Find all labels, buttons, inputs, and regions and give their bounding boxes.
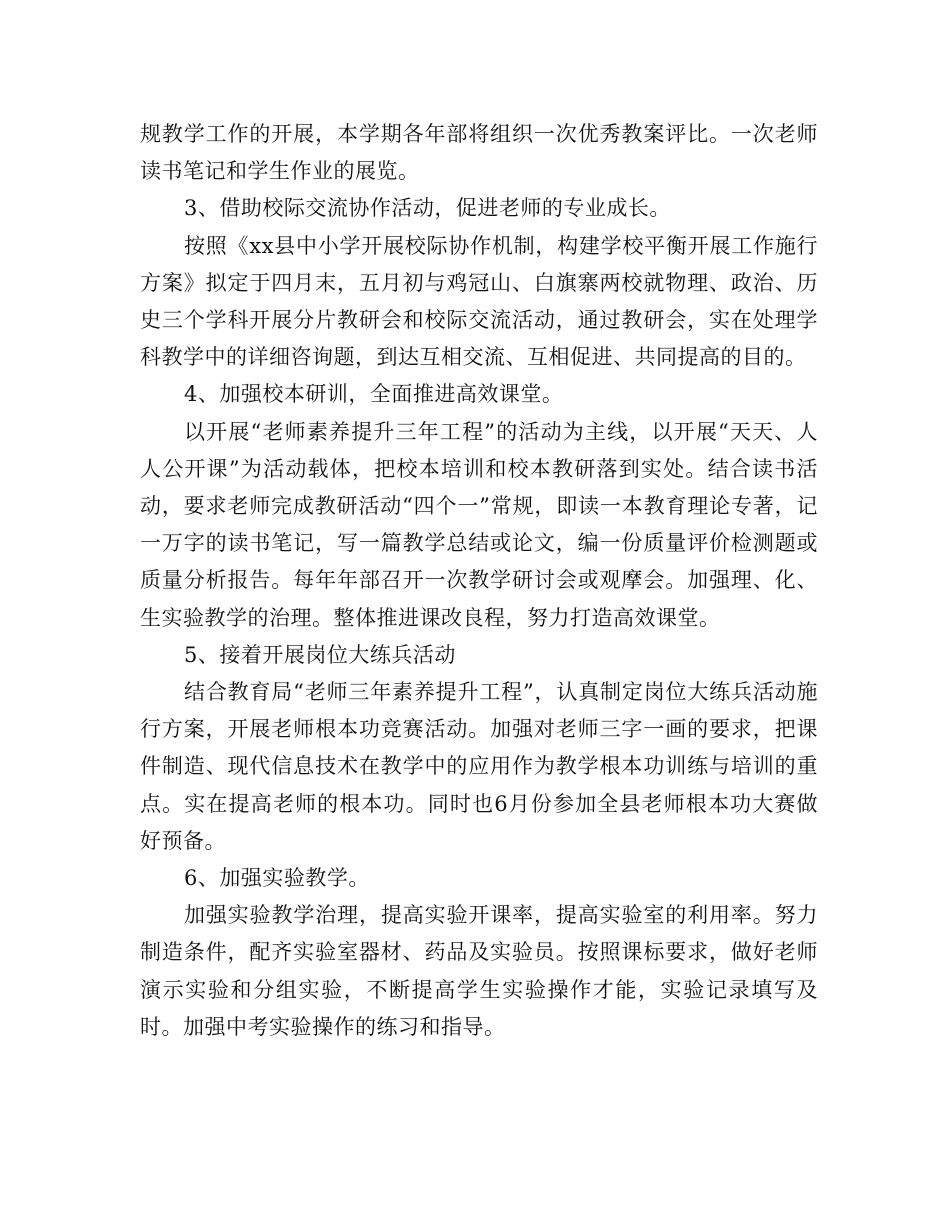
paragraph-section-5: 结合教育局“老师三年素养提升工程”，认真制定岗位大练兵活动施行方案，开展老师根本功竞赛活动。加强对老师三字一画的要求，把课件制造、现代信息技术在教学中的应用作为教学根本功训练与培训的重点。实在提高老师的根本功。同时也6月份参加全县老师根本功大赛做好预备。 — [140, 680, 818, 853]
paragraph-continuation: 规教学工作的开展，本学期各年部将组织一次优秀教案评比。一次老师读书笔记和学生作业的展览。 — [140, 122, 818, 184]
section-heading-6: 6、加强实验教学。 — [184, 866, 370, 891]
section-heading-5: 5、接着开展岗位大练兵活动 — [184, 642, 456, 667]
paragraph-section-3: 按照《xx县中小学开展校际协作机制，构建学校平衡开展工作施行方案》拟定于四月末，五月初与鸡冠山、白旗寨两校就物理、政治、历史三个学科开展分片教研会和校际交流活动，通过教研会，实在处理学科教学中的详细咨询题，到达互相交流、互相促进、共同提高的目的。 — [140, 233, 818, 370]
document-body — [140, 116, 818, 1046]
section-heading-3: 3、借助校际交流协作活动，促进老师的专业成长。 — [184, 196, 671, 221]
paragraph-section-4: 以开展“老师素养提升三年工程”的活动为主线，以开展“天天、人人公开课”为活动载体，把校本培训和校本教研落到实处。结合读书活动，要求老师完成教研活动“四个一”常规，即读一本教育理论专著，记一万字的读书笔记，写一篇教学总结或论文，编一份质量评价检测题或质量分析报告。每年年部召开一次教学研讨会或观摩会。加强理、化、生实验教学的治理。整体推进课改良程，努力打造高效课堂。 — [140, 419, 818, 630]
paragraph-section-6: 加强实验教学治理，提高实验开课率，提高实验室的利用率。努力制造条件，配齐实验室器材、药品及实验员。按照课标要求，做好老师演示实验和分组实验，不断提高学生实验操作才能，实验记录填写及时。加强中考实验操作的练习和指导。 — [140, 903, 818, 1039]
section-heading-4: 4、加强校本研训，全面推进高效课堂。 — [184, 382, 564, 407]
